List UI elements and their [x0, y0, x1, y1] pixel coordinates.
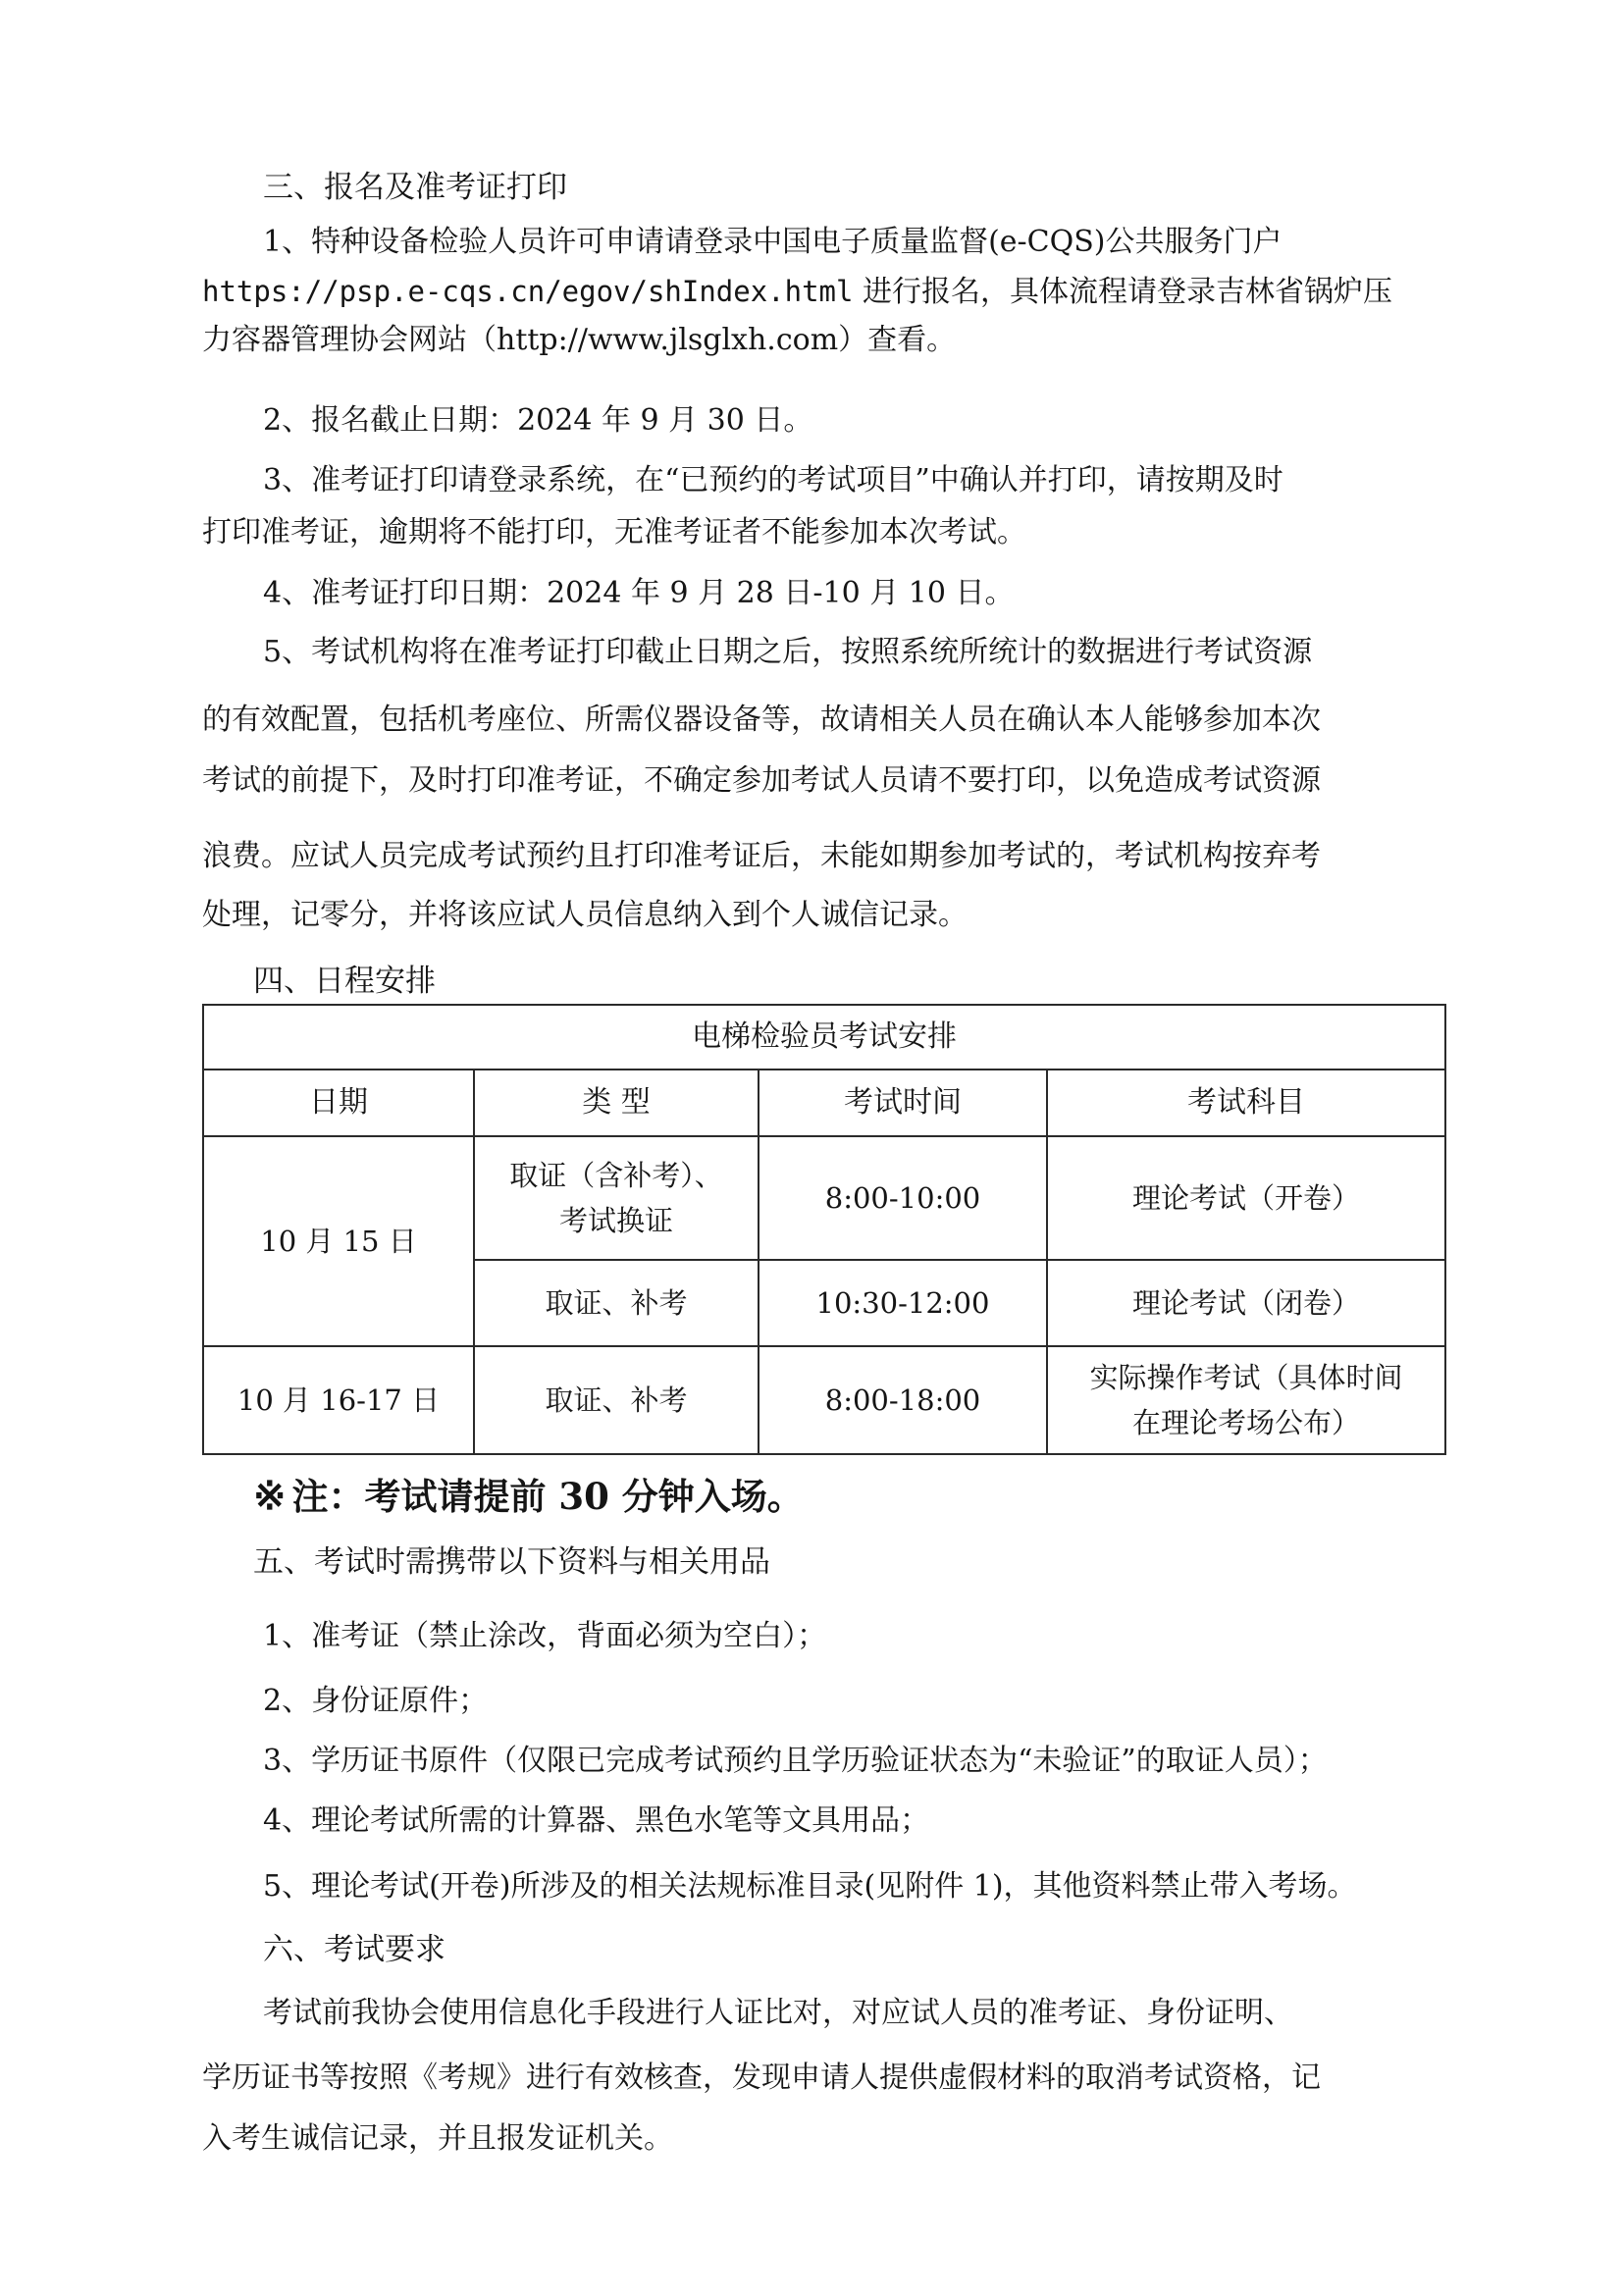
time-cell: 10:30-12:00	[759, 1260, 1047, 1346]
subject-cell-line: 在理论考场公布）	[1131, 1406, 1360, 1439]
table-title: 电梯检验员考试安排	[203, 1005, 1445, 1070]
date-cell: 10 月 16-17 日	[203, 1346, 474, 1454]
section-5-item-3: 3、学历证书原件（仅限已完成考试预约且学历验证状态为“未验证”的取证人员）；	[263, 1744, 1328, 1778]
column-header-time: 考试时间	[759, 1070, 1047, 1136]
table-title-row	[203, 1005, 1445, 1070]
section-3-item-1-line-1: 1、特种设备检验人员许可申请请登录中国电子质量监督(e-CQS)公共服务门户	[263, 225, 1283, 259]
section-3-item-1-line-3: 力容器管理协会网站（http://www.jlsglxh.com）查看。	[202, 323, 957, 357]
type-cell: 取证、补考	[474, 1260, 759, 1346]
section-5-item-4: 4、理论考试所需的计算器、黑色水笔等文具用品；	[263, 1803, 930, 1838]
section-3-item-2: 2、报名截止日期：2024 年 9 月 30 日。	[263, 403, 813, 438]
type-cell: 取证、补考	[474, 1346, 759, 1454]
type-cell-line: 取证（含补考）、	[509, 1159, 723, 1192]
section-3-item-3-line-1: 3、准考证打印请登录系统，在“已预约的考试项目”中确认并打印，请按期及时	[263, 463, 1283, 497]
section-3-item-4: 4、准考证打印日期：2024 年 9 月 28 日-10 月 10 日。	[263, 576, 1015, 610]
subject-cell-line: 实际操作考试（具体时间	[1089, 1361, 1403, 1394]
section-3-item-5-line-2: 的有效配置，包括机考座位、所需仪器设备等，故请相关人员在确认本人能够参加本次	[202, 703, 1321, 737]
section-5-item-5: 5、理论考试(开卷)所涉及的相关法规标准目录(见附件 1)，其他资料禁止带入考场。	[263, 1869, 1357, 1904]
table-header-row	[203, 1070, 1445, 1136]
exam-entry-note-text: 注：考试请提前 30 分钟入场。	[291, 1475, 804, 1518]
type-cell-line: 考试换证	[558, 1204, 673, 1237]
time-cell: 8:00-18:00	[759, 1346, 1047, 1454]
subject-cell	[1047, 1346, 1445, 1454]
section-3-item-5-line-4: 浪费。应试人员完成考试预约且打印准考证后，未能如期参加考试的，考试机构按弃考	[202, 839, 1321, 873]
section-6-paragraph-line-1: 考试前我协会使用信息化手段进行人证比对，对应试人员的准考证、身份证明、	[263, 1996, 1293, 2030]
column-header-subject: 考试科目	[1047, 1070, 1445, 1136]
time-cell: 8:00-10:00	[759, 1136, 1047, 1260]
column-header-date: 日期	[203, 1070, 474, 1136]
section-3-item-1-line-2	[202, 267, 1392, 317]
section-5-item-1: 1、准考证（禁止涂改，背面必须为空白）；	[263, 1619, 827, 1653]
section-3-heading: 三、报名及准考证打印	[263, 170, 567, 205]
subject-cell: 理论考试（开卷）	[1047, 1136, 1445, 1260]
section-5-heading: 五、考试时需携带以下资料与相关用品	[253, 1544, 770, 1580]
type-cell	[474, 1136, 759, 1260]
table-row	[203, 1346, 1445, 1454]
section-3-item-3-line-2: 打印准考证，逾期将不能打印，无准考证者不能参加本次考试。	[202, 515, 1026, 549]
section-4-heading: 四、日程安排	[253, 964, 436, 999]
registration-url: https://psp.e-cqs.cn/egov/shIndex.html	[202, 275, 854, 308]
exam-entry-note	[253, 1472, 804, 1521]
date-cell: 10 月 15 日	[203, 1136, 474, 1346]
section-5-item-2: 2、身份证原件；	[263, 1684, 489, 1718]
subject-cell: 理论考试（闭卷）	[1047, 1260, 1445, 1346]
section-3-item-5-line-5: 处理，记零分，并将该应试人员信息纳入到个人诚信记录。	[202, 898, 968, 932]
section-3-item-5-line-1: 5、考试机构将在准考证打印截止日期之后，按照系统所统计的数据进行考试资源	[263, 635, 1313, 669]
exam-schedule-table	[202, 1004, 1446, 1455]
section-3-item-1-line-2-rest: 进行报名，具体流程请登录吉林省锅炉压	[863, 275, 1393, 309]
section-6-paragraph-line-2: 学历证书等按照《考规》进行有效核查，发现申请人提供虚假材料的取消考试资格，记	[202, 2061, 1321, 2095]
section-6-paragraph-line-3: 入考生诚信记录，并且报发证机关。	[202, 2121, 673, 2156]
section-3-item-5-line-3: 考试的前提下，及时打印准考证，不确定参加考试人员请不要打印，以免造成考试资源	[202, 763, 1321, 798]
reference-mark-icon: ※	[253, 1473, 287, 1519]
section-6-heading: 六、考试要求	[263, 1932, 445, 1967]
table-row	[203, 1136, 1445, 1260]
column-header-type: 类 型	[474, 1070, 759, 1136]
